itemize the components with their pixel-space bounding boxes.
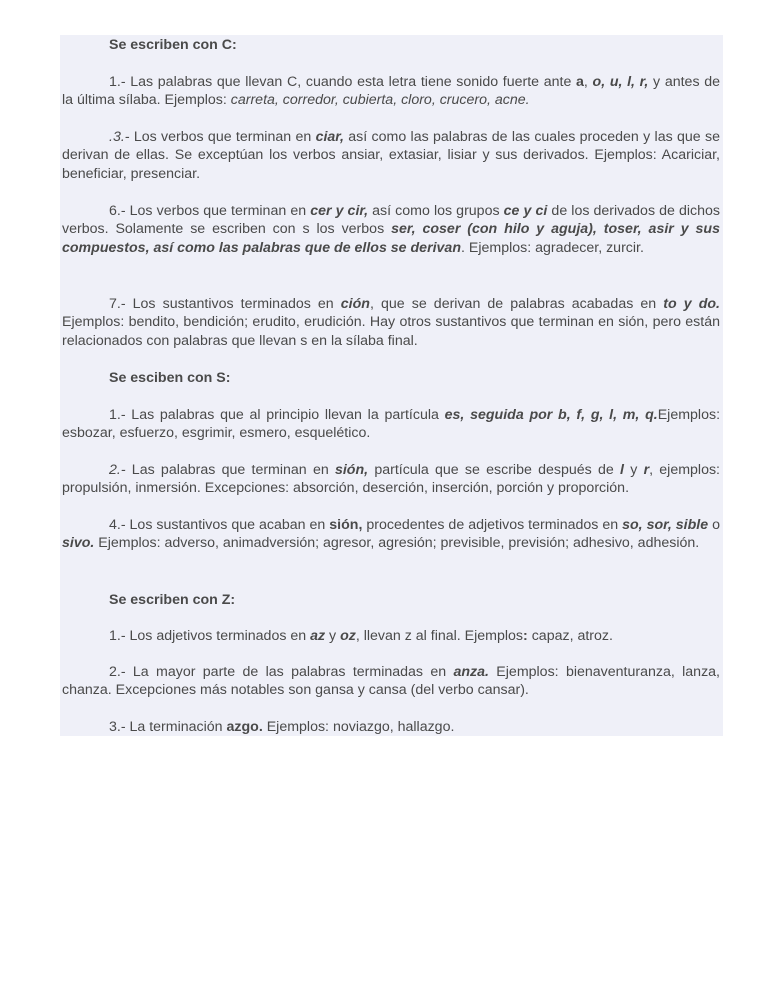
- rule-c-7: 7.- Los sustantivos terminados en ción, que se derivan de palabras acabadas en to y do. Ejemplos: bendito, bendición; erudito, erudición. Hay otros sustantivos que terminan en sión, pero están relacionados con palabras que llevan s en la sílaba final.: [62, 296, 720, 349]
- rule-z-1: 1.- Los adjetivos terminados en az y oz, llevan z al final. Ejemplos: capaz, atroz.: [109, 628, 613, 644]
- rule-s-4: 4.- Los sustantivos que acaban en sión, procedentes de adjetivos terminados en so, sor, sible o sivo. Ejemplos: adverso, animadversión; agresor, agresión; previsible, previsión; adhesivo, adhesión.: [62, 517, 720, 552]
- rule-c-6: 6.- Los verbos que terminan en cer y cir, así como los grupos ce y ci de los derivados de dichos verbos. Solamente se escriben con s los verbos ser, coser (con hilo y aguja), toser, asir y sus compuestos, así como las palabras que de ellos se derivan. Ejemplos: agradecer, zurcir.: [62, 203, 721, 256]
- rule-s-2: 2.- Las palabras que terminan en sión, partícula que se escribe después de l y r, ejemplos: propulsión, inmersión. Excepciones: absorción, deserción, inserción, porción y proporción.: [62, 462, 720, 497]
- rule-z-2: 2.- La mayor parte de las palabras terminadas en anza. Ejemplos: bienaventuranza, lanza, chanza. Excepciones más notables son gansa y cansa (del verbo cansar).: [62, 664, 720, 699]
- heading-s: Se esciben con S:: [109, 370, 231, 386]
- heading-c: Se escriben con C:: [109, 37, 237, 53]
- rule-s-1: 1.- Las palabras que al principio llevan la partícula es, seguida por b, f, g, l, m, q.Ejemplos: esbozar, esfuerzo, esgrimir, esmero, esquelético.: [62, 407, 721, 442]
- rule-c-1: 1.- Las palabras que llevan C, cuando esta letra tiene sonido fuerte ante a, o, u, l, r, y antes de la última sílaba. Ejemplos: carreta, corredor, cubierta, cloro, crucero, acne.: [62, 74, 720, 109]
- rule-c-3: .3.- Los verbos que terminan en ciar, así como las palabras de las cuales proceden y las que se derivan de ellas. Se exceptúan los verbos ansiar, extasiar, lisiar y sus derivados. Ejemplos: Acariciar, beneficiar, presenciar.: [62, 129, 720, 182]
- rule-z-3: 3.- La terminación azgo. Ejemplos: noviazgo, hallazgo.: [109, 719, 455, 735]
- heading-z: Se escriben con Z:: [109, 592, 236, 608]
- document-page: [60, 35, 723, 736]
